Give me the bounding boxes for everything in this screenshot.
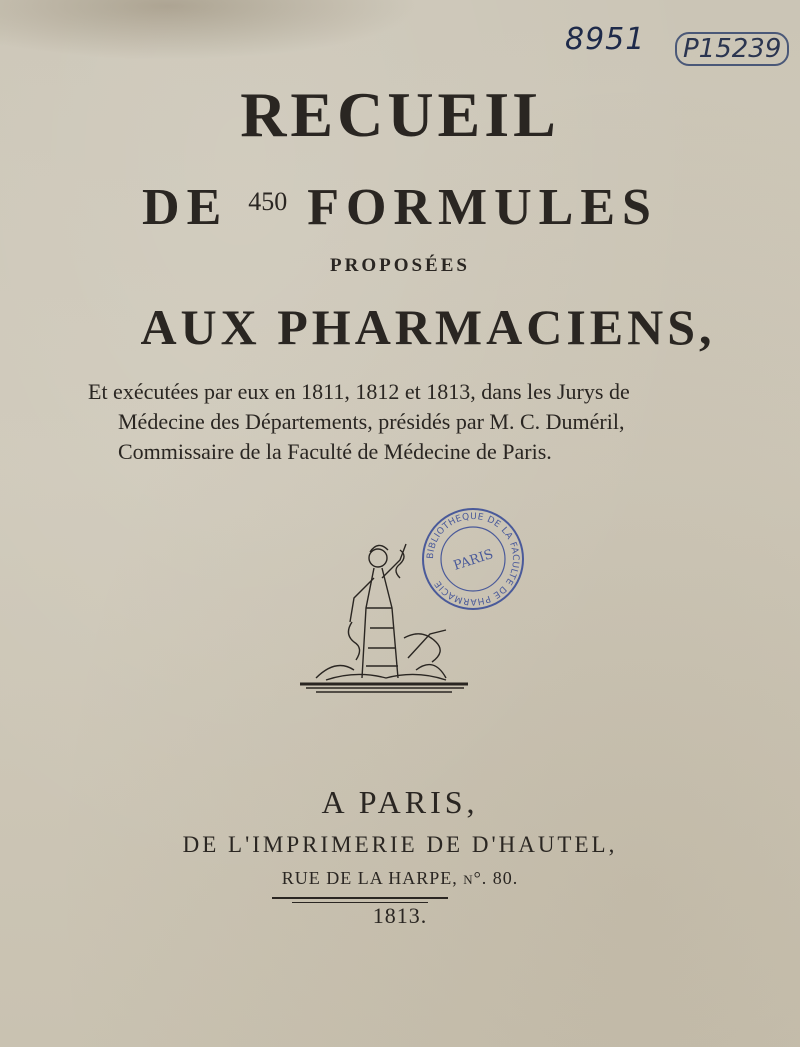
stamp-ring-text: BIBLIOTHEQUE DE LA FACULTE DE PHARMACIE bbox=[425, 511, 521, 607]
title-number: 450 bbox=[248, 187, 288, 216]
imprint-rule bbox=[272, 897, 448, 899]
description-line-3: Commissaire de la Faculté de Médecine de Paris. bbox=[118, 439, 552, 464]
imprint-year: 1813. bbox=[372, 903, 428, 928]
title-proposees: PROPOSÉES bbox=[330, 255, 470, 276]
title-de: DE bbox=[142, 179, 229, 236]
library-stamp bbox=[420, 506, 526, 612]
description-line-2: Médecine des Départements, présidés par M. C. Duméril, bbox=[118, 409, 625, 434]
stamp-center-text: PARIS bbox=[451, 546, 496, 574]
description-paragraph bbox=[88, 377, 698, 467]
handwritten-shelfmark: 8951 bbox=[565, 22, 646, 57]
imprint-address: RUE DE LA HARPE, n°. 80. bbox=[281, 868, 519, 888]
title-formules-word: FORMULES bbox=[307, 179, 658, 236]
description-line-1: Et exécutées par eux en 1811, 1812 et 1813, dans les Jurys de bbox=[88, 379, 630, 404]
imprint-city: A PARIS, bbox=[321, 784, 479, 820]
imprint-printer: DE L'IMPRIMERIE DE D'HAUTEL, bbox=[182, 832, 618, 857]
title-pharmaciens: AUX PHARMACIENS, bbox=[140, 299, 716, 355]
paper-stain bbox=[0, 0, 420, 60]
title-formules bbox=[0, 178, 800, 237]
handwritten-classmark: P15239 bbox=[675, 32, 789, 66]
title-recueil: RECUEIL bbox=[240, 79, 560, 150]
